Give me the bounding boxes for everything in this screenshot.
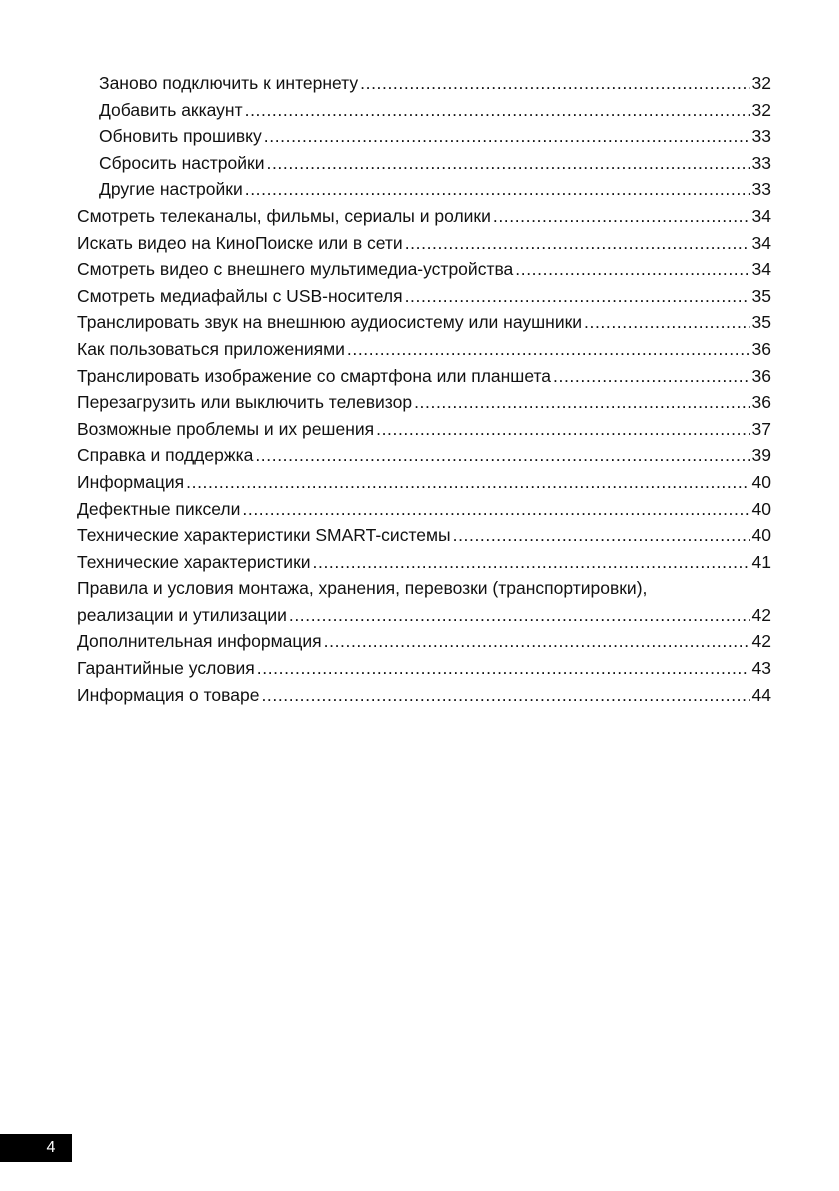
toc-entry-title: Добавить аккаунт — [99, 99, 243, 120]
dot-leader — [264, 123, 750, 150]
toc-entry-help-support[interactable] — [77, 442, 771, 469]
toc-entry-page: 35 — [751, 312, 771, 333]
toc-entry-page: 37 — [751, 418, 771, 439]
dot-leader — [453, 522, 750, 549]
dot-leader — [493, 203, 750, 230]
toc-entry-reset-settings[interactable] — [77, 150, 771, 177]
toc-entry-page: 33 — [751, 152, 771, 173]
toc-entry-page: 42 — [751, 631, 771, 652]
toc-entry-apps[interactable] — [77, 336, 771, 363]
dot-leader — [257, 655, 750, 682]
toc-entry-page: 42 — [751, 604, 771, 625]
dot-leader — [289, 602, 750, 629]
toc-entry-title: Дефектные пиксели — [77, 498, 241, 519]
toc-entry-page: 36 — [751, 392, 771, 413]
toc-entry-title: Другие настройки — [99, 179, 243, 200]
toc-entry-title: Сбросить настройки — [99, 152, 265, 173]
toc-entry-page: 40 — [751, 498, 771, 519]
dot-leader — [324, 628, 750, 655]
toc-entry-page: 36 — [751, 338, 771, 359]
toc-entry-title: Перезагрузить или выключить телевизор — [77, 392, 413, 413]
dot-leader — [242, 496, 749, 523]
toc-entry-product-info[interactable] — [77, 682, 771, 709]
toc-entry-title: Информация о товаре — [77, 684, 260, 705]
dot-leader — [245, 97, 750, 124]
toc-entry-update-firmware[interactable] — [77, 123, 771, 150]
toc-entry-page: 33 — [751, 179, 771, 200]
toc-entry-title: Смотреть видео с внешнего мультимедиа-устройства — [77, 259, 514, 280]
dot-leader — [245, 176, 750, 203]
toc-entry-other-settings[interactable] — [77, 176, 771, 203]
toc-entry-mounting-rules-line2[interactable] — [77, 602, 771, 629]
page-number: 4 — [0, 1134, 72, 1162]
toc-entry-usb-media[interactable] — [77, 283, 771, 310]
toc-entry-reconnect-internet[interactable] — [77, 70, 771, 97]
toc-entry-warranty[interactable] — [77, 655, 771, 682]
dot-leader — [376, 416, 749, 443]
toc-entry-external-device[interactable] — [77, 256, 771, 283]
toc-entry-dead-pixels[interactable] — [77, 496, 771, 523]
dot-leader — [261, 682, 749, 709]
toc-entry-page: 36 — [751, 365, 771, 386]
toc-entry-title: Возможные проблемы и их решения — [77, 418, 375, 439]
dot-leader — [266, 150, 749, 177]
toc-entry-title: Дополнительная информация — [77, 631, 322, 652]
toc-entry-reboot-tv[interactable] — [77, 389, 771, 416]
toc-entry-page: 33 — [751, 126, 771, 147]
toc-entry-mounting-rules-line1[interactable] — [77, 575, 771, 602]
toc-entry-page: 32 — [751, 73, 771, 93]
toc-entry-title: Гарантийные условия — [77, 658, 255, 679]
toc-entry-title: Смотреть телеканалы, фильмы, сериалы и ролики — [77, 205, 491, 226]
table-of-contents — [77, 70, 771, 708]
dot-leader — [405, 230, 750, 257]
dot-leader — [313, 549, 750, 576]
toc-entry-add-account[interactable] — [77, 97, 771, 124]
toc-entry-smart-specs[interactable] — [77, 522, 771, 549]
toc-entry-page: 32 — [751, 99, 771, 120]
toc-entry-page: 44 — [751, 684, 771, 705]
toc-entry-title: Заново подключить к интернету — [99, 73, 359, 93]
dot-leader — [347, 336, 750, 363]
toc-entry-page: 34 — [751, 259, 771, 280]
toc-entry-title: Смотреть медиафайлы с USB-носителя — [77, 285, 403, 306]
toc-entry-page: 41 — [751, 551, 771, 572]
toc-entry-page: 34 — [751, 232, 771, 253]
toc-entry-watch-tv[interactable] — [77, 203, 771, 230]
toc-entry-audio-output[interactable] — [77, 309, 771, 336]
toc-entry-title: Технические характеристики SMART-системы — [77, 525, 451, 546]
dot-leader — [553, 363, 749, 390]
toc-entry-page: 34 — [751, 205, 771, 226]
toc-entry-specs[interactable] — [77, 549, 771, 576]
dot-leader — [255, 442, 749, 469]
dot-leader — [360, 70, 749, 97]
toc-entry-page: 40 — [751, 471, 771, 492]
toc-entry-page: 35 — [751, 285, 771, 306]
dot-leader — [186, 469, 749, 496]
toc-entry-title: Как пользоваться приложениями — [77, 338, 345, 359]
dot-leader — [584, 309, 750, 336]
toc-entry-title: Справка и поддержка — [77, 445, 254, 466]
dot-leader — [515, 256, 749, 283]
toc-entry-troubleshooting[interactable] — [77, 416, 771, 443]
toc-entry-screen-cast[interactable] — [77, 363, 771, 390]
dot-leader — [405, 283, 750, 310]
toc-entry-title: Обновить прошивку — [99, 126, 262, 147]
toc-entry-page: 43 — [751, 658, 771, 679]
toc-entry-title: Технические характеристики — [77, 551, 311, 572]
toc-entry-title: Искать видео на КиноПоиске или в сети — [77, 232, 403, 253]
toc-entry-title: реализации и утилизации — [77, 604, 287, 625]
toc-entry-page: 39 — [751, 445, 771, 466]
toc-entry-title: Информация — [77, 471, 185, 492]
toc-entry-title: Транслировать изображение со смартфона или планшета — [77, 365, 552, 386]
toc-entry-title: Правила и условия монтажа, хранения, перевозки (транспортировки), — [77, 578, 648, 599]
toc-entry-page: 40 — [751, 525, 771, 546]
toc-entry-title: Транслировать звук на внешнюю аудиосистему или наушники — [77, 312, 583, 333]
toc-entry-additional-info[interactable] — [77, 628, 771, 655]
toc-entry-search-video[interactable] — [77, 230, 771, 257]
toc-entry-information[interactable] — [77, 469, 771, 496]
dot-leader — [414, 389, 749, 416]
